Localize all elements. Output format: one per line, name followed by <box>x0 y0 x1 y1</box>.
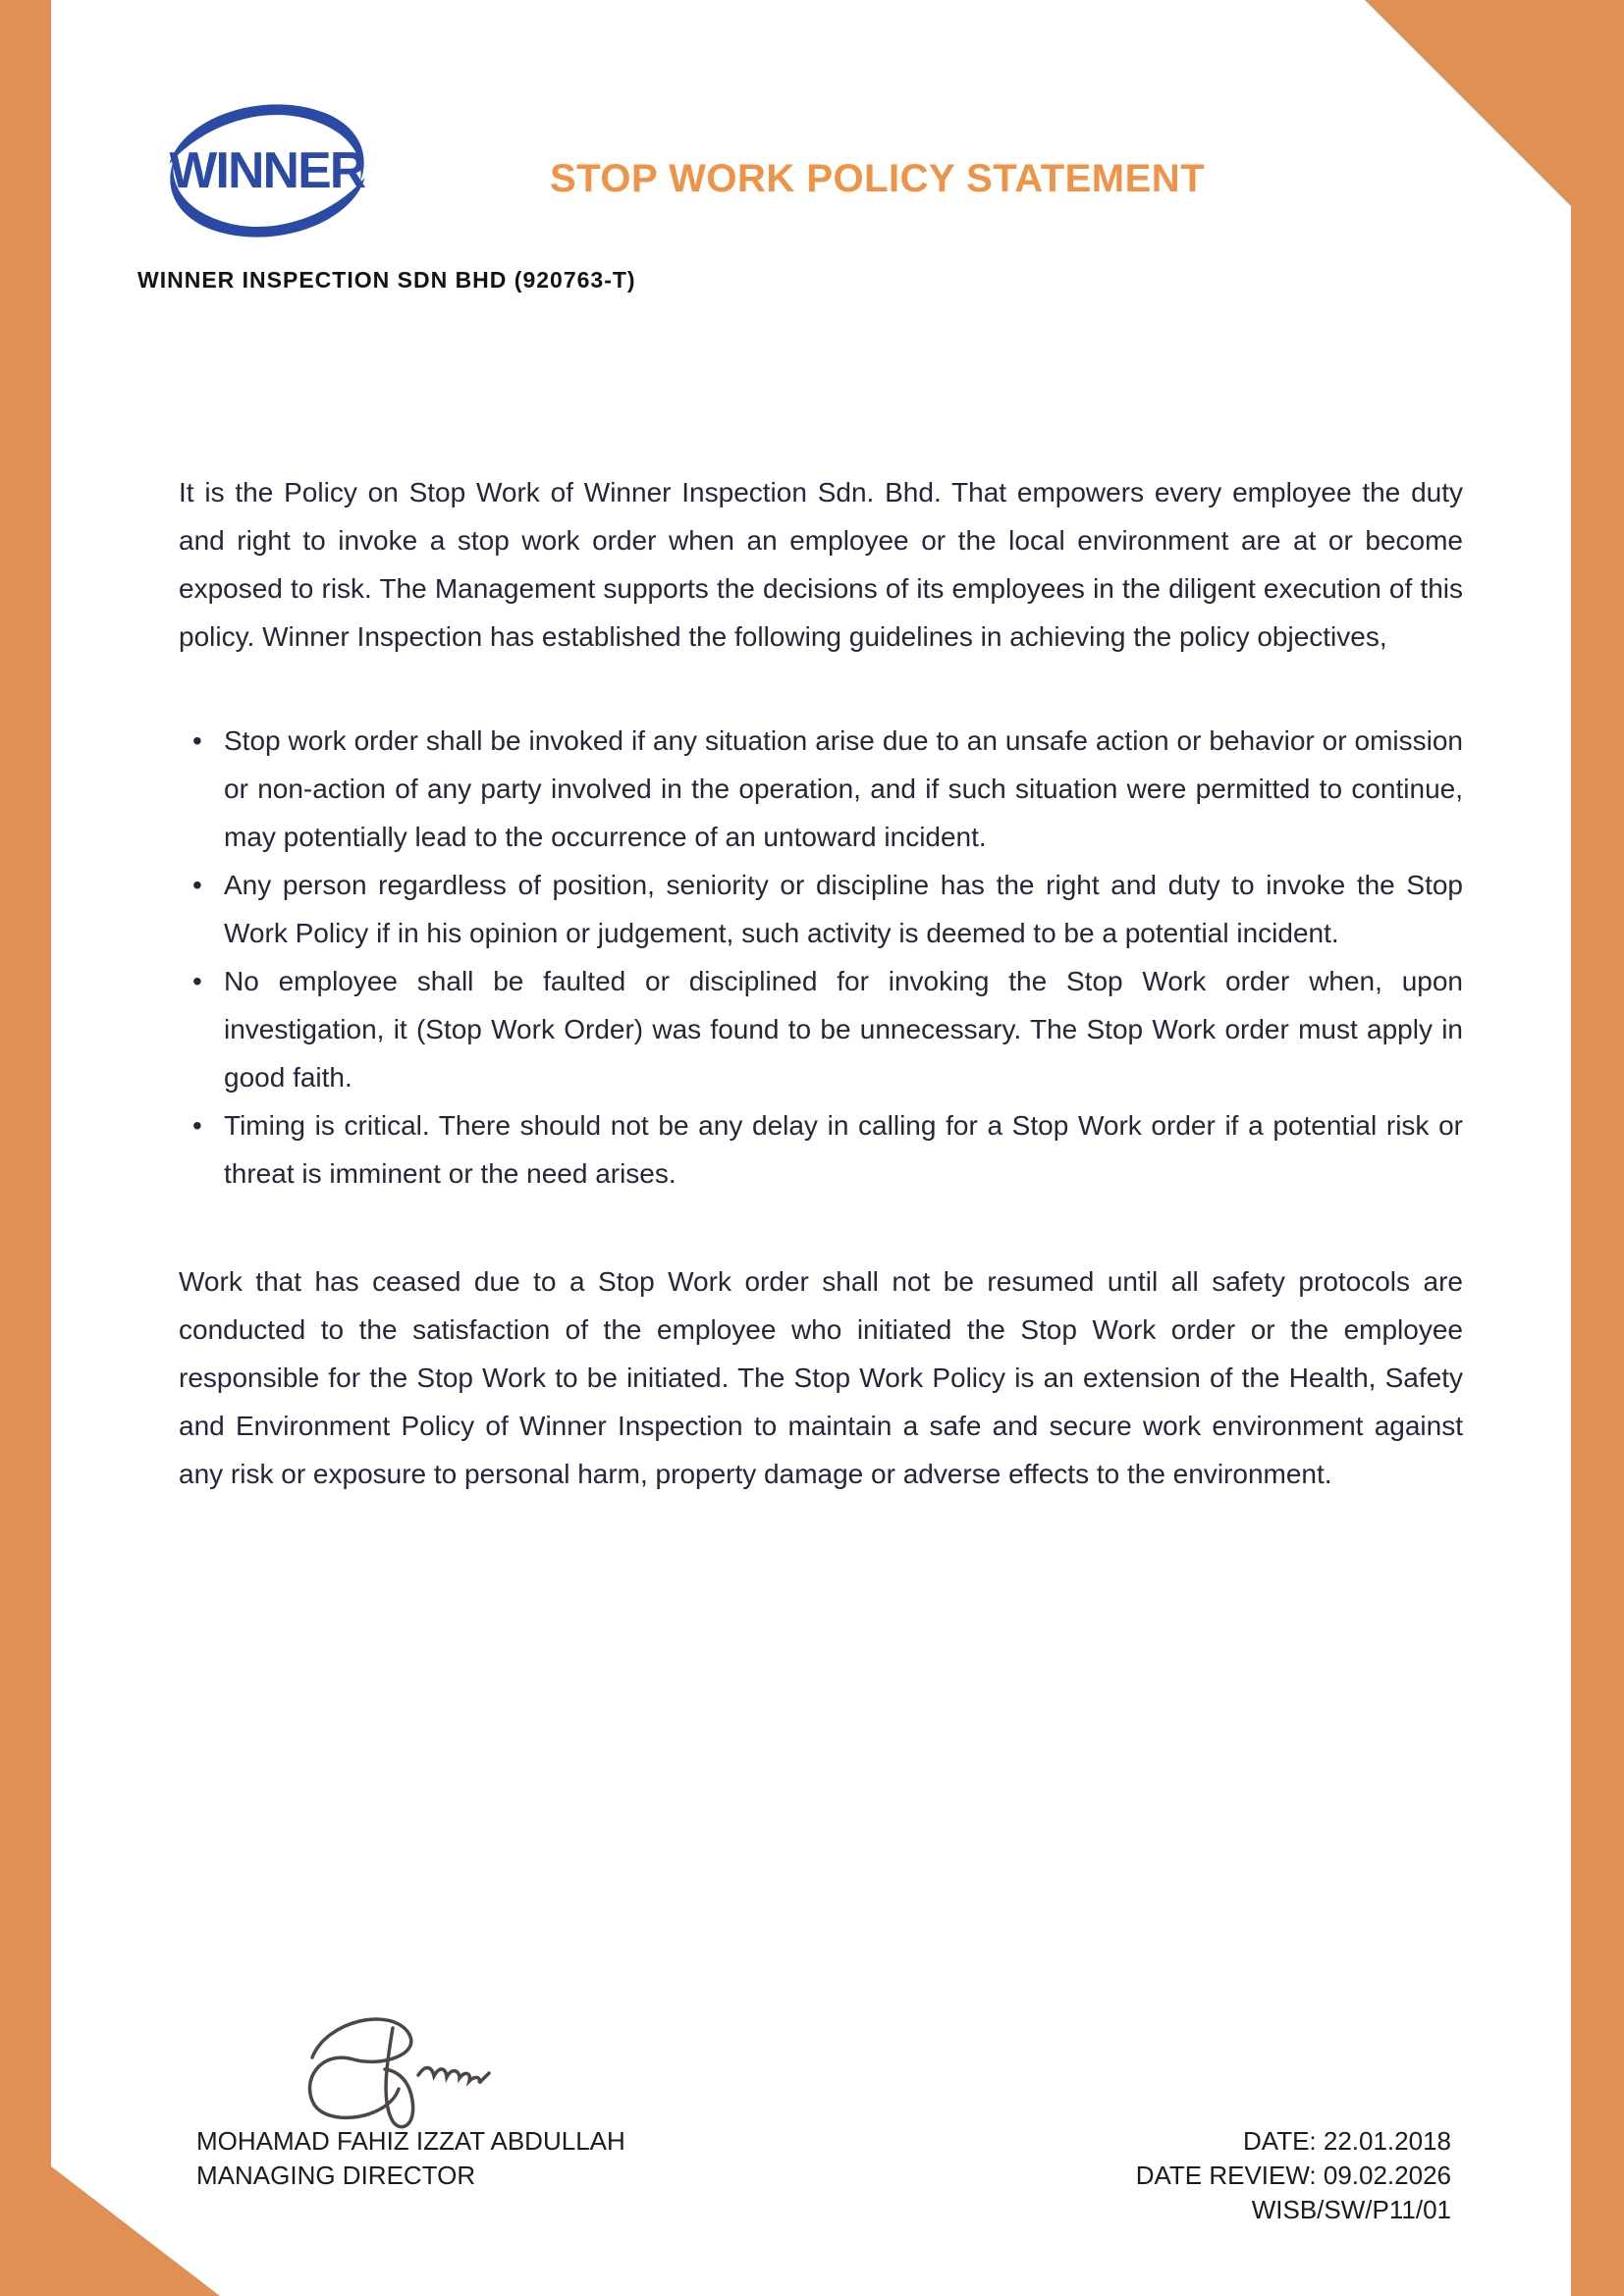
closing-paragraph: Work that has ceased due to a Stop Work order shall not be resumed until all safety protocols are conducted to the satisfaction of the employee who initiated the Stop Work order or the employee responsible for the Stop Work to be initiated. The Stop Work Policy is an extension of the Health, Safety and Environment Policy of Winner Inspection to maintain a safe and secure work environment against any risk or exposure to personal harm, property damage or adverse effects to the environment. <box>179 1266 1463 1489</box>
document-meta-block <box>1136 2124 1451 2227</box>
policy-guidelines-list <box>179 717 1463 1198</box>
doc-code: WISB/SW/P11/01 <box>1251 2195 1451 2224</box>
list-item-text: No employee shall be faulted or disciplined for invoking the Stop Work order when, upon investigation, it (Stop Work Order) was found to be unnecessary. The Stop Work order must apply in good faith. <box>224 966 1463 1093</box>
winner-logo-icon <box>140 83 394 258</box>
doc-date-review: DATE REVIEW: 09.02.2026 <box>1135 2161 1451 2190</box>
signatory-role: MANAGING DIRECTOR <box>196 2161 476 2190</box>
doc-date: DATE: 22.01.2018 <box>1243 2126 1451 2156</box>
intro-paragraph: It is the Policy on Stop Work of Winner Inspection Sdn. Bhd. That empowers every employee the duty and right to invoke a stop work order when an employee or the local environment are at or become exposed to risk. The Management supports the decisions of its employees in the diligent execution of this policy. Winner Inspection has established the following guidelines in achieving the policy objectives, <box>179 477 1463 652</box>
page-title: STOP WORK POLICY STATEMENT <box>550 157 1206 200</box>
list-item-text: Any person regardless of position, seniority or discipline has the right and duty to invoke the Stop Work Policy if in his opinion or judgement, such activity is deemed to be a potential incident. <box>224 870 1463 948</box>
policy-body <box>179 468 1463 1498</box>
winner-logo <box>140 83 394 258</box>
list-item <box>179 957 1463 1101</box>
list-item-text: Stop work order shall be invoked if any situation arise due to an unsafe action or behavior or omission or non-action of any party involved in the operation, and if such situation were permitted to continue, may potentially lead to the occurrence of an untoward incident. <box>224 725 1463 852</box>
signature-icon <box>283 1999 518 2136</box>
list-item-text: Timing is critical. There should not be any delay in calling for a Stop Work order if a potential risk or threat is imminent or the need arises. <box>224 1110 1463 1189</box>
bullet-icon: • <box>192 870 202 900</box>
list-item <box>179 1101 1463 1198</box>
list-item <box>179 861 1463 957</box>
company-registration-line: WINNER INSPECTION SDN BHD (920763-T) <box>137 267 636 293</box>
signatory-block <box>196 2124 625 2193</box>
bullet-icon: • <box>192 725 202 756</box>
bottom-left-accent-triangle <box>0 2127 220 2296</box>
bullet-icon: • <box>192 966 202 996</box>
bullet-icon: • <box>192 1110 202 1141</box>
list-item <box>179 717 1463 861</box>
logo-wordmark: WINNER <box>169 141 365 199</box>
top-right-accent-triangle <box>1365 0 1624 259</box>
left-accent-bar <box>0 0 51 2296</box>
signatory-name: MOHAMAD FAHIZ IZZAT ABDULLAH <box>196 2126 625 2156</box>
signature-scribble <box>283 1999 518 2136</box>
right-accent-bar <box>1571 0 1624 2296</box>
